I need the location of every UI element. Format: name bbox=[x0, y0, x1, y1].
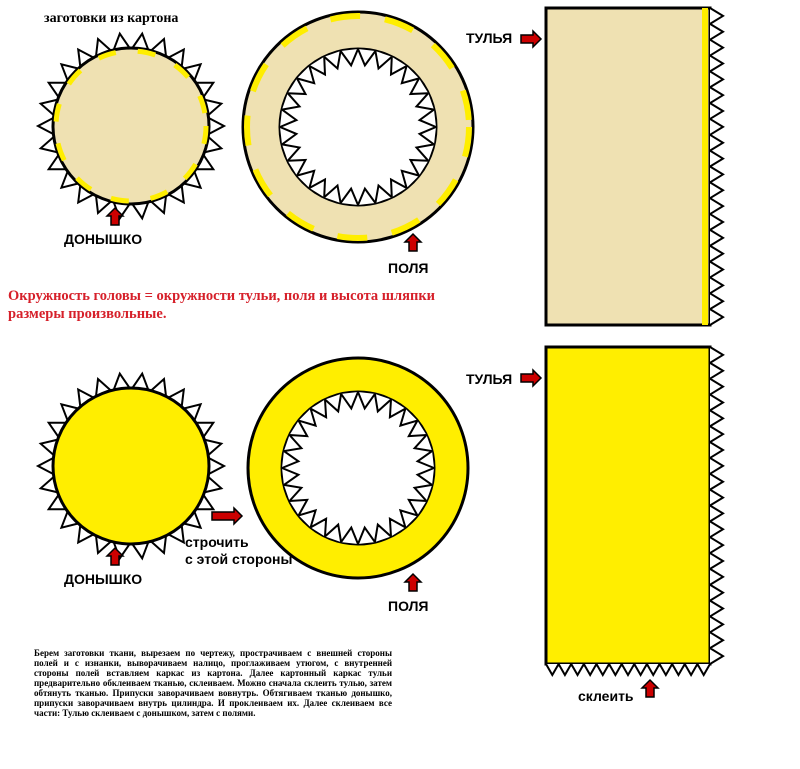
polya-cardboard bbox=[243, 12, 473, 242]
note-text: Окружность головы = окружности тульи, поля и высота шляпки размеры произвольные. bbox=[8, 288, 436, 322]
label-stitch: строчить с этой стороны bbox=[185, 534, 293, 567]
instructions-text: Берем заготовки ткани, вырезаем по чертежу, прострачиваем с внешней стороны полей и с изнанки, выворачиваем налицо, проглаживаем утюгом, с внутренней стороны полей вставляем каркас из картона. Далее картонный каркас тульи предварительно обклеиваем тканью, склеиваем. Можно сначала склеить тулью, затем обтянуть тканью. Припуски заворачиваем вовнутрь. Обтягиваем тканью донышко, припуски заворачиваем внутрь цилиндра. И проклеиваем их. Далее склеиваем все части: Тулью склеиваем с донышком, затем с полями. bbox=[34, 648, 392, 718]
tulya-teeth-bottom bbox=[546, 664, 710, 675]
label-donyshko-bottom: ДОНЫШКО bbox=[64, 571, 143, 587]
label-polya-bottom: ПОЛЯ bbox=[388, 598, 429, 614]
disc bbox=[53, 388, 209, 544]
title: заготовки из картона bbox=[44, 11, 179, 26]
donyshko-cardboard bbox=[38, 34, 224, 219]
donyshko-fabric bbox=[38, 374, 224, 559]
label-donyshko-top: ДОНЫШКО bbox=[64, 231, 143, 247]
label-tulya-top: ТУЛЬЯ bbox=[466, 30, 513, 46]
tulya-rect bbox=[546, 8, 710, 325]
tulya-fabric bbox=[546, 347, 723, 675]
arrow-up bbox=[642, 680, 658, 697]
arrow-right bbox=[521, 370, 541, 386]
arrow-right bbox=[521, 31, 541, 47]
arrow-up bbox=[405, 234, 421, 251]
tulya-teeth-right bbox=[710, 347, 723, 664]
tulya-fabric-edge bbox=[702, 8, 708, 325]
tulya-rect bbox=[546, 347, 710, 664]
label-glue: склеить bbox=[578, 688, 634, 704]
tulya-cardboard bbox=[546, 8, 723, 325]
label-tulya-bottom: ТУЛЬЯ bbox=[466, 371, 513, 387]
arrow-right bbox=[212, 508, 242, 524]
arrow-up bbox=[405, 574, 421, 591]
label-polya-top: ПОЛЯ bbox=[388, 260, 429, 276]
tulya-teeth-right bbox=[710, 8, 723, 325]
